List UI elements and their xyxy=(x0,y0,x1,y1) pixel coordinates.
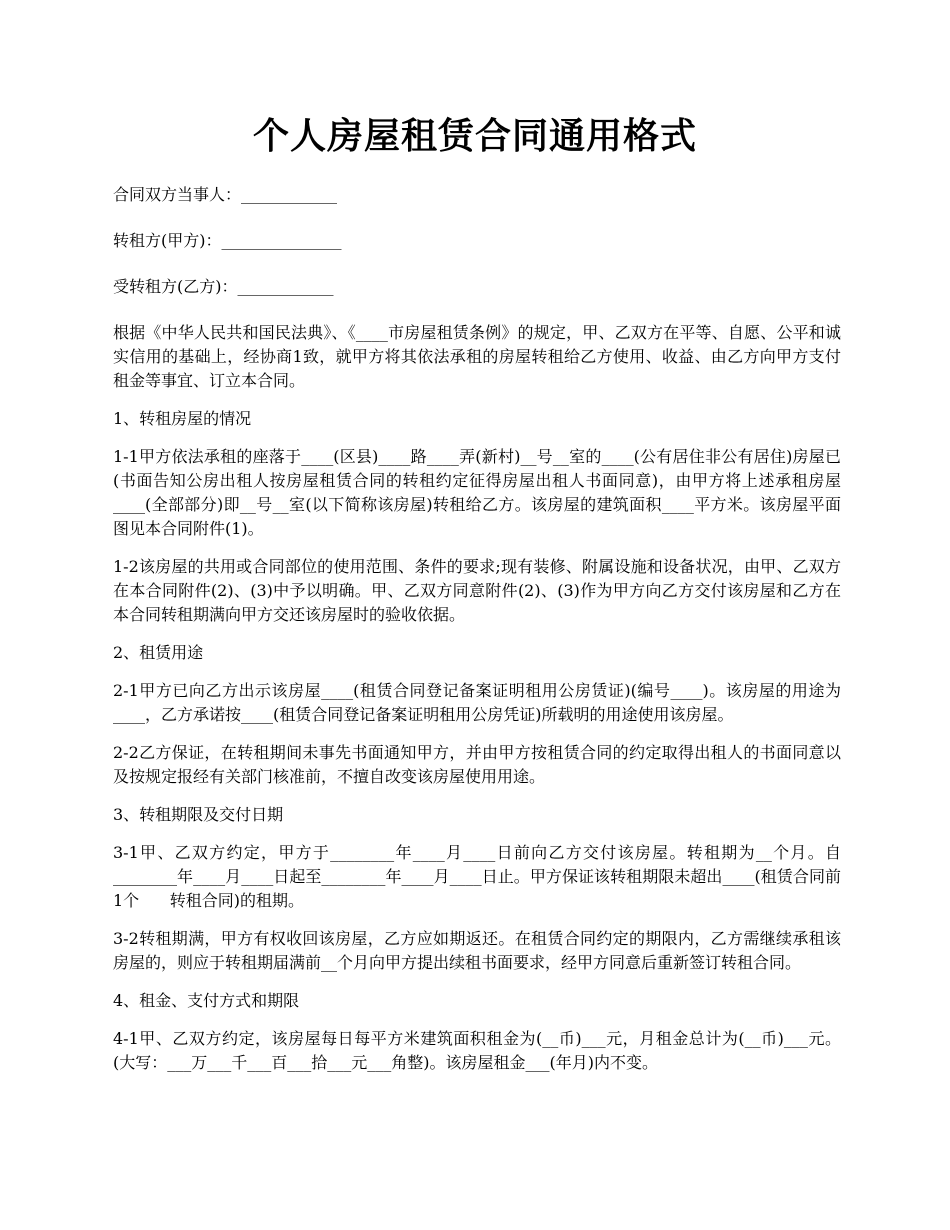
clause-2-2: 2-2乙方保证，在转租期间未事先书面通知甲方，并由甲方按租赁合同的约定取得出租人的书面同意以及按规定报经有关部门核准前，不擅自改变该房屋使用用途。 xyxy=(113,743,841,786)
clause-3-1: 3-1甲、乙双方约定，甲方于________年____月____日前向乙方交付该房屋。转租期为__个月。自________年____月____日起至________年____月____日止。甲方保证该转租期限未超出____(租赁合同前1个 转租合同)的租期。 xyxy=(113,843,841,910)
party-line-sublessor: 转租方(甲方)：_______________ xyxy=(113,231,342,250)
party-line-sublessee: 受转租方(乙方)：____________ xyxy=(113,277,334,296)
section-heading-3: 3、转租期限及交付日期 xyxy=(113,805,284,824)
section-heading-2: 2、租赁用途 xyxy=(113,643,204,662)
section-heading-1: 1、转租房屋的情况 xyxy=(113,409,252,428)
preamble-paragraph: 根据《中华人民共和国民法典》、《____市房屋租赁条例》的规定，甲、乙双方在平等、自愿、公平和诚实信用的基础上，经协商1致，就甲方将其依法承租的房屋转租给乙方使用、收益、由乙方向甲方支付租金等事宜、订立本合同。 xyxy=(113,323,841,390)
section-heading-4: 4、租金、支付方式和期限 xyxy=(113,991,300,1010)
document-title: 个人房屋租赁合同通用格式 xyxy=(252,115,697,157)
clause-3-2: 3-2转租期满，甲方有权收回该房屋，乙方应如期返还。在租赁合同约定的期限内，乙方需继续承租该房屋的，则应于转租期届满前__个月向甲方提出续租书面要求，经甲方同意后重新签订转租合同。 xyxy=(113,929,841,972)
document-body xyxy=(113,183,841,1089)
clause-1-2: 1-2该房屋的共用或合同部位的使用范围、条件的要求;现有装修、附属设施和设备状况，由甲、乙双方在本合同附件(2)、(3)中予以明确。甲、乙双方同意附件(2)、(3)作为甲方向乙方交付该房屋和乙方在本合同转租期满向甲方交还该房屋时的验收依据。 xyxy=(113,557,841,624)
party-line-both: 合同双方当事人：____________ xyxy=(113,185,338,204)
clause-2-1: 2-1甲方已向乙方出示该房屋____(租赁合同登记备案证明租用公房赁证)(编号____)。该房屋的用途为____，乙方承诺按____(租赁合同登记备案证明租用公房凭证)所载明的用途使用该房屋。 xyxy=(113,681,841,724)
clause-4-1: 4-1甲、乙双方约定，该房屋每日每平方米建筑面积租金为(__币)___元，月租金总计为(__币)___元。(大写：___万___千___百___拾___元___角整)。该房屋租金___(年月)内不变。 xyxy=(113,1029,841,1072)
clause-1-1: 1-1甲方依法承租的座落于____(区县)____路____弄(新村)__号__室的____(公有居住非公有居住)房屋已(书面告知公房出租人按房屋租赁合同的转租约定征得房屋出租人书面同意)，由甲方将上述承租房屋____(全部部分)即__号__室(以下简称该房屋)转租给乙方。该房屋的建筑面积____平方米。该房屋平面图见本合同附件(1)。 xyxy=(113,447,841,538)
